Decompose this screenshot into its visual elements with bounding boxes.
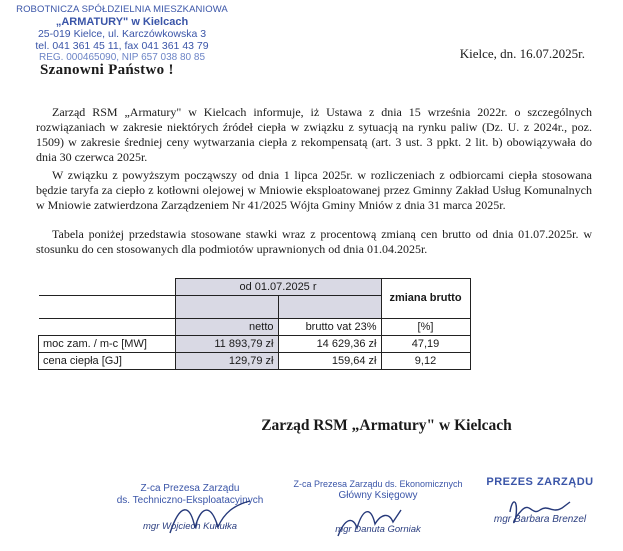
row-change: 9,12 xyxy=(381,353,470,370)
paragraph-ustawa: Zarząd RSM „Armatury" w Kielcach informuje, iż Ustawa z dnia 15 września 2022r. o szczególnych rozwiązaniach w zakresie niektórych źródeł ciepła w związku z sytuacją na rynku paliw (Dz. U. z 2024r., poz. 1509) w zakresie średniej ceny wytwarzania ciepła z rekompensatą (art. 3 ust. 3 ppkt. 2 lit. b) obowiązywała do dnia 30 czerwca 2025r. xyxy=(36,105,592,164)
rates-table xyxy=(38,278,471,370)
spacer-cell xyxy=(175,296,278,319)
letter-body xyxy=(36,105,592,260)
sig2-name: mgr Danuta Gorniak xyxy=(335,524,421,535)
table-row xyxy=(39,336,471,353)
sig1-name: mgr Wojciech Kukułka xyxy=(143,521,237,532)
signature-block-2 xyxy=(293,478,463,546)
salutation: Szanowni Państwo ! xyxy=(40,62,174,78)
row-brutto: 14 629,36 zł xyxy=(278,336,381,353)
row-brutto: 159,64 zł xyxy=(278,353,381,370)
sig1-title-2: ds. Techniczno-Eksploatacyjnych xyxy=(116,495,264,506)
spacer-cell xyxy=(278,296,381,319)
letter-date: Kielce, dn. 16.07.2025r. xyxy=(459,46,585,61)
handwritten-signature-2 xyxy=(293,478,463,546)
row-netto: 11 893,79 zł xyxy=(175,336,278,353)
row-change: 47,19 xyxy=(381,336,470,353)
signature-block-3 xyxy=(470,476,610,544)
row-label: cena ciepła [GJ] xyxy=(39,353,176,370)
sig2-title-1: Z-ca Prezesa Zarządu ds. Ekonomicznych xyxy=(293,479,463,489)
table-spacer xyxy=(39,296,176,319)
sig3-name: mgr Barbara Brenzel xyxy=(493,514,587,525)
table-row xyxy=(39,353,471,370)
signature-block-1 xyxy=(100,483,280,545)
sig3-title: PREZES ZARZĄDU xyxy=(486,476,594,488)
row-label: moc zam. / m-c [MW] xyxy=(39,336,176,353)
stamp-line-5: REG. 000465090, NIP 657 038 80 85 xyxy=(38,52,206,63)
stamp-line-4: tel. 041 361 45 11, fax 041 361 43 79 xyxy=(35,40,209,52)
handwritten-signature-3 xyxy=(470,476,610,544)
row-netto: 129,79 zł xyxy=(175,353,278,370)
sig2-title-2: Główny Księgowy xyxy=(338,490,418,501)
period-header: od 01.07.2025 r xyxy=(175,279,381,296)
stamp-line-2: „ARMATURY" w Kielcach xyxy=(55,16,189,28)
handwritten-signature-1 xyxy=(100,483,280,545)
stamp-line-3: 25-019 Kielce, ul. Karczówkowska 3 xyxy=(37,28,207,40)
col-unit-header: [%] xyxy=(381,319,470,336)
paragraph-table-intro: Tabela poniżej przedstawia stosowane stawki wraz z procentową zmianą cen brutto od dnia 01.07.2025r. w stosunku do cen stosowanych dla podmiotów uprawnionych od dnia 01.04.2025r. xyxy=(36,227,592,256)
col-netto-header: netto xyxy=(175,319,278,336)
table-spacer xyxy=(39,319,176,336)
sig1-title-1: Z-ca Prezesa Zarządu xyxy=(140,483,240,494)
board-signature-line: Zarząd RSM „Armatury" w Kielcach xyxy=(261,417,512,434)
stamp-line-1: ROBOTNICZA SPÓŁDZIELNIA MIESZKANIOWA xyxy=(16,4,228,15)
table-corner xyxy=(39,279,176,296)
col-brutto-header: brutto vat 23% xyxy=(278,319,381,336)
change-header: zmiana brutto xyxy=(381,279,470,319)
company-stamp xyxy=(6,4,238,64)
paragraph-taryfa: W związku z powyższym począwszy od dnia 1 lipca 2025r. w rozliczeniach z odbiorcami ciepła stosowana będzie taryfa za ciepło z kotłowni olejowej w Mniowie eksploatowanej przez Gminny Zakład Usług Komunalnych w Mniowie zatwierdzona Zarządzeniem Nr 41/2025 Wójta Gminy Mniów z dnia 31 marca 2025r. xyxy=(36,168,592,212)
